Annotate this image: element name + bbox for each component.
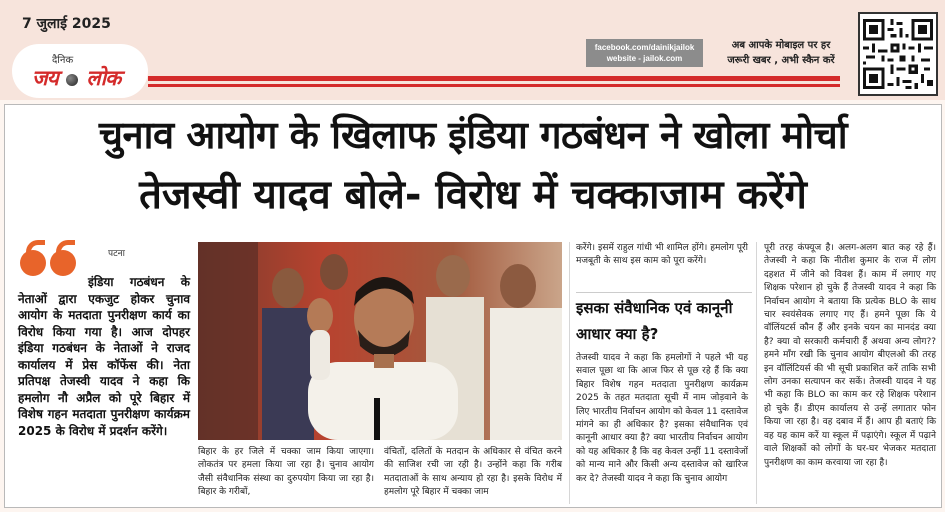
promo-line-1: अब आपके मोबाइल पर हर [731,40,831,51]
facebook-link[interactable]: facebook.com/dainikjailok [594,43,695,52]
logo-small-text: दैनिक [52,55,74,66]
intro-body: नेताओं द्वारा एकजुट होकर चुनाव आयोग के मतदाता पुनरीक्षण कार्य का विरोध किया गया है। आज दोपहर इंडिया गठबंधन के नेताओं ने राजद कार्यालय में प्रेस कॉफेंस की। नेता प्रतिपक्ष तेजस्वी यादव ने कहा कि हमलोग नौ अप्रैल को पूरे बिहार में विशेष गहन मतदाता पुनरीक्षण कार्यक्रम 2025 के विरोध में प्रदर्शन करेंगे। [18,291,190,438]
qr-code-icon[interactable] [858,12,938,96]
dateline: पटना [108,249,125,259]
column-divider [756,242,757,504]
website-link[interactable]: website - jailok.com [606,54,683,63]
quote-icon [18,242,78,278]
intro-text [18,274,190,439]
headline-secondary: तेजस्वी यादव बोले- विरोध में चक्काजाम करेंगे [139,172,807,218]
logo-left-word: जय [32,65,58,90]
issue-date: 7 जुलाई 2025 [22,16,111,32]
subheading: इसका संवैधानिक एवं कानूनी आधार क्या है? [576,292,752,347]
promo-line-2: जरूरी खबर , अभी स्कैन करें [727,55,835,66]
intro-lead: इंडिया गठबंधन के [88,275,190,289]
masthead-rule-top [148,76,840,81]
article-photo [198,242,562,440]
body-column-3-top: करेंगे। इसमें राहुल गांधी भी शामिल होंगे। हमलोग पूरी मजबूती के साथ इस काम को पूरा करेंगे। [576,243,748,267]
column-divider [569,242,570,504]
body-column-1: बिहार के हर जिले में चक्का जाम किया जाएगा। लोकतंत्र पर हमला किया जा रहा है। चुनाव आयोग जैसी संवैधानिक संस्था का दुरुपयोग किया जा रहा है। बिहार के गरीबों, [198,447,374,498]
masthead-rule-bottom [148,84,840,87]
globe-icon [66,74,78,86]
body-column-4: पूरी तरह कंफ्यूज है। अलग-अलग बात कह रहे हैं। तेजस्वी ने कहा कि नीतीश कुमार के राज में लोग दहशत में जीने को विवश हैं। काम में लगाए गए शिक्षक परेशान हो चुके हैं तेजस्वी यादव ने कहा कि निर्वाचन आयोग ने बताया कि प्रत्येक BLO के साथ चार स्वयंसेवक लगाए गए हैं। हमने पूछा कि ये वॉलिंयटर्स कौन हैं और इनके चयन का मानदंड क्या है? क्या वो सरकारी कर्मचारी हैं अथवा अन्य लोग?? हमने माँग रखी कि चुनाव आयोग बीएलओ की तरह इन वॉलिंटियर्स की भी सूची प्रकाशित करें ताकि सभी लोग उनका सत्यापन कर सकें। तेजस्वी यादव ने यह भी कहा कि BLO का काम कर रहे शिक्षक परेशान हो चुके हैं। डीएम कार्यालय से उन्हें लगातार फोन किया जा रहा है। वह दबाव में हैं। आप ही बताएं कि वह यह काम करें या स्कूल में पढ़ाएंगे। स्कूल में पढ़ाने वाले शिक्षकों को लोगों के घर-घर भेजकर मतदाता पुनरीक्षण का काम करवाया जा रहा है। [764,243,936,468]
newspaper-logo[interactable] [12,44,148,98]
headline-primary: चुनाव आयोग के खिलाफ इंडिया गठबंधन ने खोला मोर्चा [98,113,848,157]
body-column-3: तेजस्वी यादव ने कहा कि हमलोगों ने पहले भी यह सवाल पूछा था कि आज फिर से पूछ रहे हैं कि क्या बिहार विशेष गहन मतदाता पुनरीक्षण कार्यक्रम 2025 के तहत मतदाता सूची में नाम जोड़वाने के लिए भारतीय निर्वाचन आयोग को केवल 11 दस्तावेज मांगने का ही अधिकार है? इसका संवैधानिक एवं कानूनी आधार क्या है? क्या भारतीय निर्वाचन आयोग को यह अधिकार है कि वह केवल उन्हीं 11 दस्तावेजों को मान्य माने और किसी अन्य दस्तावेज को खारिज कर दे? तेजस्वी यादव ने कहा कि चुनाव आयोग [576,353,748,484]
social-links-box[interactable] [586,39,703,67]
logo-right-word: लोक [86,65,121,90]
logo-wordmark [32,64,120,92]
masthead [0,0,945,100]
body-column-2: वंचितों, दलितों के मतदान के अधिकार से वंचित करने की साजिश रची जा रही है। उन्होंने कहा कि गरीब मतदाताओं के साथ अन्याय हो रहा है। इसके विरोध में हमलोग पूरे बिहार में चक्का जाम [384,447,562,498]
intro-column [18,240,190,504]
scan-promo [716,38,846,68]
